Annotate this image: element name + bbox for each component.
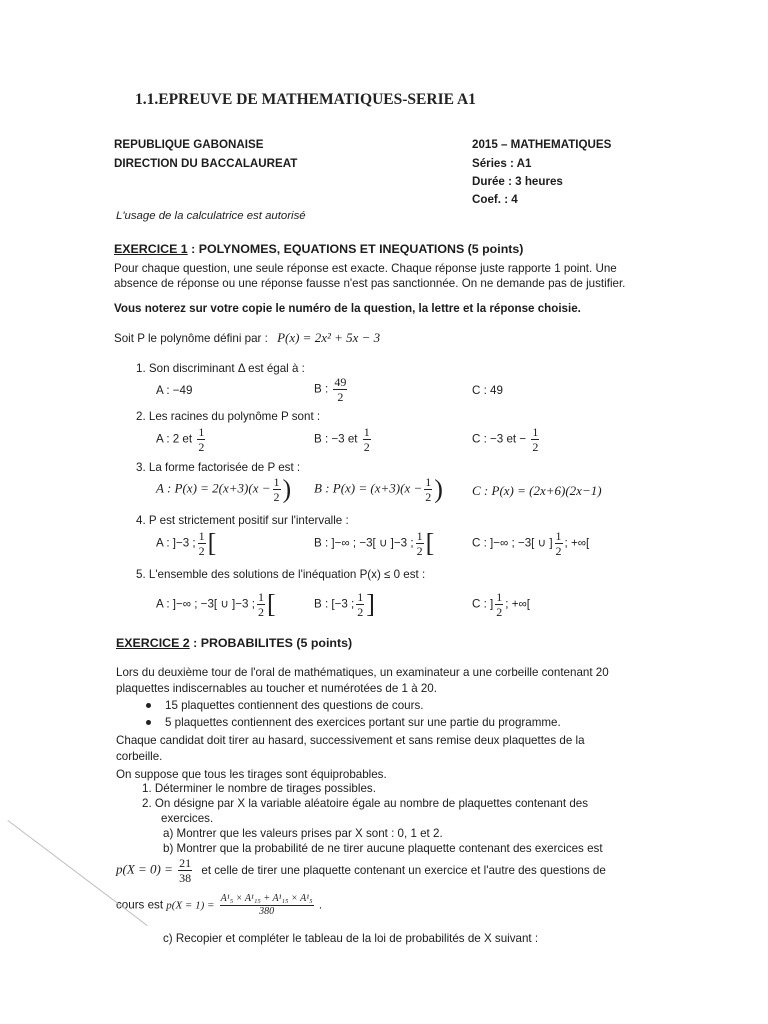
q5-b-bracket: ] bbox=[366, 589, 375, 619]
q5-c-num: 1 bbox=[496, 590, 503, 604]
bullet-icon bbox=[146, 703, 151, 708]
q2-answer-a bbox=[156, 426, 207, 453]
px0-fraction bbox=[178, 857, 192, 884]
q4-b-fraction bbox=[416, 530, 424, 557]
header-duration: Durée : 3 heures bbox=[472, 175, 563, 188]
q2-b-num: 1 bbox=[363, 425, 370, 439]
q5-answer-b bbox=[314, 591, 375, 618]
ex2-prob-x0-line bbox=[116, 857, 606, 884]
q1-b-label: B : bbox=[314, 382, 329, 396]
q4-b-den: 2 bbox=[416, 544, 423, 558]
ex2-question-2: 2. On désigne par X la variable aléatoire égale au nombre de plaquettes contenant des bbox=[142, 797, 589, 810]
q4-answer-b bbox=[314, 530, 434, 557]
header-coefficient: Coef. : 4 bbox=[472, 193, 518, 206]
q3-a-den: 2 bbox=[273, 490, 280, 504]
ex1-polynomial-definition bbox=[114, 330, 380, 346]
calculator-note: L'usage de la calculatrice est autorisé bbox=[116, 210, 306, 222]
q5-b-text: B : [−3 ; bbox=[314, 597, 355, 611]
px1-den: 380 bbox=[259, 906, 275, 917]
q1-b-fraction bbox=[333, 376, 347, 403]
q4-c-fraction bbox=[555, 530, 563, 557]
ex2-question-1: 1. Déterminer le nombre de tirages possibles. bbox=[142, 782, 376, 795]
polynomial-expression: P(x) = 2x² + 5x − 3 bbox=[277, 330, 381, 345]
ex2-bullet-2-text: 5 plaquettes contiennent des exercices portant sur une partie du programme. bbox=[165, 716, 561, 729]
q5-a-text: A : ]−∞ ; −3[ ∪ ]−3 ; bbox=[156, 597, 255, 611]
q3-b-den: 2 bbox=[425, 490, 432, 504]
q4-answer-a bbox=[156, 530, 216, 557]
q5-a-fraction bbox=[257, 591, 265, 618]
q4-a-num: 1 bbox=[198, 529, 205, 543]
q4-b-text: B : ]−∞ ; −3[ ∪ ]−3 ; bbox=[314, 536, 414, 550]
q2-b-den: 2 bbox=[363, 440, 370, 454]
q4-b-bracket: [ bbox=[425, 528, 435, 558]
q2-b-fraction bbox=[363, 426, 371, 453]
q4-a-fraction bbox=[198, 530, 206, 557]
ex2-para-3: Chaque candidat doit tirer au hasard, successivement et sans remise deux plaquettes de la bbox=[116, 734, 585, 747]
px0-num: 21 bbox=[179, 856, 192, 870]
q3-a-text: A : P(x) = 2(x+3)(x − bbox=[156, 480, 271, 496]
q1-answer-a: A : −49 bbox=[156, 384, 193, 397]
px1-label: p(X = 1) = bbox=[166, 899, 215, 912]
ex1-intro-line-1: Pour chaque question, une seule réponse est exacte. Chaque réponse juste rapporte 1 point. Une bbox=[114, 262, 617, 275]
ex2-bullet-1-text: 15 plaquettes contiennent des questions de cours. bbox=[165, 699, 424, 712]
q3-answer-c: C : P(x) = (2x+6)(2x−1) bbox=[472, 483, 602, 498]
q4-c-den: 2 bbox=[555, 544, 562, 558]
q5-a-den: 2 bbox=[257, 605, 264, 619]
exercise-1-label: EXERCICE 1 bbox=[114, 242, 188, 256]
ex1-question-2: 2. Les racines du polynôme P sont : bbox=[136, 410, 321, 423]
px1-period: . bbox=[318, 898, 323, 912]
q2-b-text: B : −3 et bbox=[314, 432, 358, 446]
soit-text: Soit P le polynôme défini par : bbox=[114, 332, 268, 345]
ex2-para-2: plaquettes indiscernables au toucher et numérotées de 1 à 20. bbox=[116, 682, 437, 695]
q1-b-num: 49 bbox=[334, 375, 347, 389]
px0-label: p(X = 0) = bbox=[116, 861, 173, 877]
ex2-bullet-2 bbox=[146, 716, 561, 729]
px1-num: A¹₅ × A¹₁₅ + A¹₁₅ × A¹₅ bbox=[220, 893, 313, 904]
q5-c-text: C : ] bbox=[472, 597, 494, 611]
ex2-para-1: Lors du deuxième tour de l'oral de mathématiques, un examinateur a une corbeille contenant 20 bbox=[116, 666, 609, 679]
ex2-bullet-1 bbox=[146, 699, 423, 712]
q5-a-num: 1 bbox=[257, 590, 264, 604]
q5-c-fraction bbox=[495, 591, 503, 618]
q3-answer-b bbox=[314, 476, 443, 503]
q5-answer-a bbox=[156, 591, 276, 618]
q1-answer-b bbox=[314, 376, 349, 403]
page-title: 1.1.EPREUVE DE MATHEMATIQUES-SERIE A1 bbox=[135, 91, 476, 108]
ex2-question-2c: c) Recopier et compléter le tableau de la loi de probabilités de X suivant : bbox=[163, 932, 539, 945]
ex1-question-4: 4. P est strictement positif sur l'intervalle : bbox=[136, 514, 349, 527]
q5-b-fraction bbox=[356, 591, 364, 618]
ex1-intro-line-2: absence de réponse ou une réponse fausse n'est pas sanctionnée. On ne demande pas de justifier. bbox=[114, 277, 626, 290]
ex2-para-4: corbeille. bbox=[116, 750, 163, 763]
q4-a-den: 2 bbox=[198, 544, 205, 558]
q5-a-bracket: [ bbox=[266, 589, 276, 619]
exercise-1-heading bbox=[114, 242, 523, 256]
q4-c-end: ; +∞[ bbox=[564, 536, 590, 550]
q4-c-text: C : ]−∞ ; −3[ ∪ ] bbox=[472, 536, 553, 550]
q4-a-text: A : ]−3 ; bbox=[156, 536, 196, 550]
q1-answer-c: C : 49 bbox=[472, 384, 503, 397]
ex1-question-5: 5. L'ensemble des solutions de l'inéquation P(x) ≤ 0 est : bbox=[136, 568, 426, 581]
ex2-prob-x1-line bbox=[116, 894, 322, 917]
ex2-para-5: On suppose que tous les tirages sont équiprobables. bbox=[116, 768, 387, 781]
q2-c-den: 2 bbox=[532, 440, 539, 454]
ex2-question-2b: b) Montrer que la probabilité de ne tirer aucune plaquette contenant des exercices est bbox=[163, 842, 603, 855]
q5-b-den: 2 bbox=[357, 605, 364, 619]
px0-text: et celle de tirer une plaquette contenant un exercice et l'autre des questions de bbox=[201, 863, 606, 877]
px0-den: 38 bbox=[179, 871, 192, 885]
q4-answer-c bbox=[472, 530, 589, 557]
q5-b-num: 1 bbox=[357, 590, 364, 604]
q3-a-fraction bbox=[273, 476, 281, 503]
q5-answer-c bbox=[472, 591, 530, 618]
cours-est-text: cours est bbox=[116, 898, 164, 912]
ex1-question-1: 1. Son discriminant Δ est égal à : bbox=[136, 362, 305, 375]
q3-answer-a bbox=[156, 476, 291, 503]
header-year-subject: 2015 – MATHEMATIQUES bbox=[472, 138, 612, 151]
q2-a-den: 2 bbox=[198, 440, 205, 454]
q5-c-end: ; +∞[ bbox=[505, 597, 530, 611]
bullet-icon bbox=[146, 720, 151, 725]
q3-b-num: 1 bbox=[425, 475, 432, 489]
q3-a-num: 1 bbox=[273, 475, 280, 489]
px1-fraction bbox=[220, 894, 314, 917]
ex2-question-2-cont: exercices. bbox=[161, 812, 214, 825]
q1-b-den: 2 bbox=[337, 390, 344, 404]
q4-b-num: 1 bbox=[416, 529, 423, 543]
q3-b-paren: ) bbox=[434, 474, 443, 504]
q2-c-text: C : −3 et − bbox=[472, 432, 527, 446]
exercise-2-label: EXERCICE 2 bbox=[116, 636, 190, 650]
exercise-2-title: : PROBABILITES (5 points) bbox=[189, 636, 353, 650]
header-series: Séries : A1 bbox=[472, 157, 532, 170]
q4-c-num: 1 bbox=[555, 529, 562, 543]
q2-a-fraction bbox=[197, 426, 205, 453]
header-direction: DIRECTION DU BACCALAUREAT bbox=[114, 157, 298, 170]
ex2-question-2a: a) Montrer que les valeurs prises par X sont : 0, 1 et 2. bbox=[163, 827, 443, 840]
ex1-instruction: Vous noterez sur votre copie le numéro de la question, la lettre et la réponse choisie. bbox=[114, 302, 581, 315]
exercise-1-title: : POLYNOMES, EQUATIONS ET INEQUATIONS (5 points) bbox=[187, 242, 524, 256]
q2-c-fraction bbox=[531, 426, 539, 453]
q3-b-text: B : P(x) = (x+3)(x − bbox=[314, 480, 423, 496]
q2-a-num: 1 bbox=[198, 425, 205, 439]
q3-a-paren: ) bbox=[282, 474, 292, 504]
q2-answer-b bbox=[314, 426, 373, 453]
header-republic: REPUBLIQUE GABONAISE bbox=[114, 138, 264, 151]
q2-a-text: A : 2 et bbox=[156, 432, 193, 446]
q5-c-den: 2 bbox=[496, 605, 503, 619]
q2-c-num: 1 bbox=[532, 425, 539, 439]
q2-answer-c bbox=[472, 426, 541, 453]
q4-a-bracket: [ bbox=[207, 528, 217, 558]
exercise-2-heading bbox=[116, 636, 352, 650]
q3-b-fraction bbox=[424, 476, 432, 503]
ex1-question-3: 3. La forme factorisée de P est : bbox=[136, 461, 301, 474]
